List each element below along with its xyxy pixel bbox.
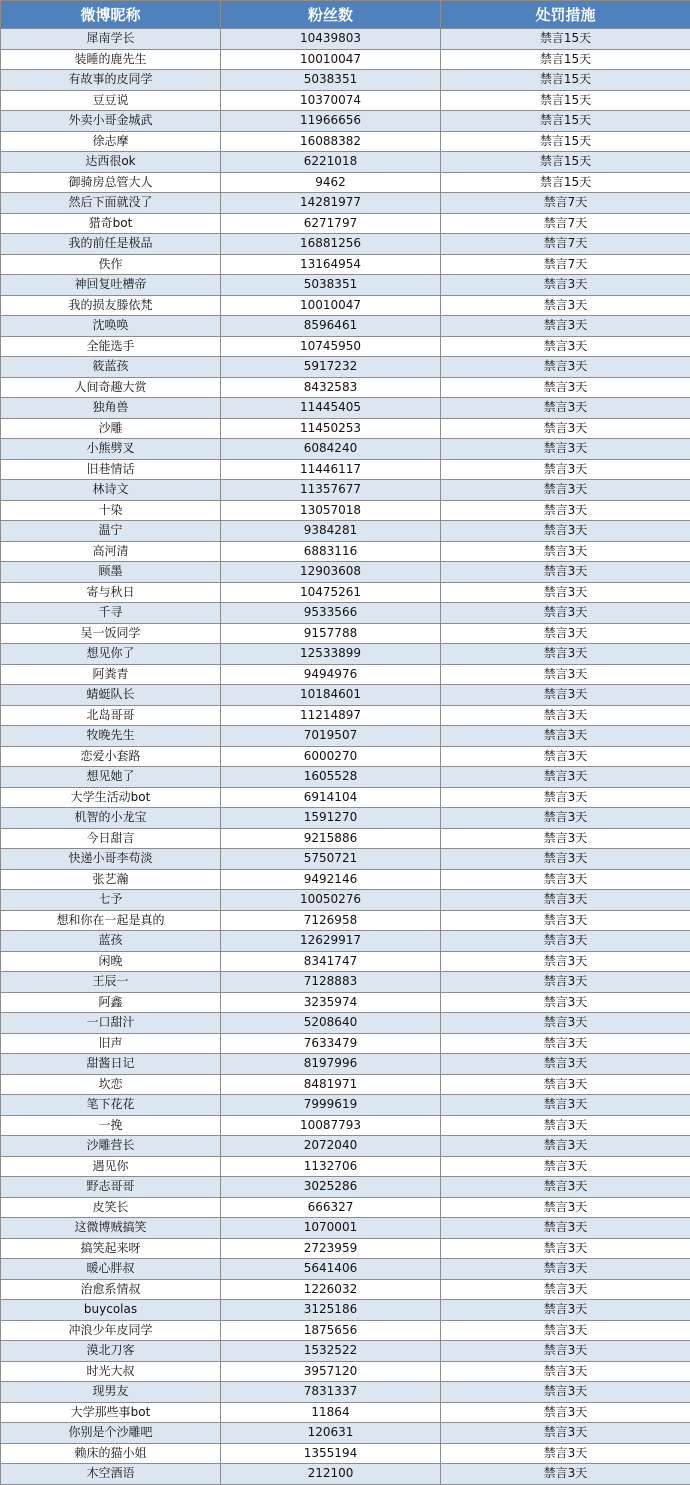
penalty-cell: 禁言3天 <box>441 521 690 542</box>
penalty-cell: 禁言3天 <box>441 992 690 1013</box>
table-row <box>1 849 690 870</box>
penalty-cell: 禁言3天 <box>441 459 690 480</box>
table-row <box>1 1279 690 1300</box>
table-row <box>1 644 690 665</box>
followers-cell: 1591270 <box>221 808 441 829</box>
nickname-cell: 全能选手 <box>1 336 221 357</box>
nickname-cell: 机智的小龙宝 <box>1 808 221 829</box>
table-row <box>1 746 690 767</box>
nickname-cell: 千寻 <box>1 603 221 624</box>
penalty-cell: 禁言3天 <box>441 808 690 829</box>
nickname-cell: 笔下花花 <box>1 1095 221 1116</box>
followers-cell: 11864 <box>221 1402 441 1423</box>
penalty-cell: 禁言3天 <box>441 316 690 337</box>
table-row <box>1 500 690 521</box>
followers-cell: 11214897 <box>221 705 441 726</box>
penalty-cell: 禁言3天 <box>441 664 690 685</box>
penalty-cell: 禁言3天 <box>441 705 690 726</box>
nickname-cell: 漠北刀客 <box>1 1341 221 1362</box>
table-row <box>1 869 690 890</box>
penalty-cell: 禁言3天 <box>441 1013 690 1034</box>
nickname-cell: 木空酒语 <box>1 1464 221 1485</box>
table-row <box>1 562 690 583</box>
table-row <box>1 931 690 952</box>
penalty-cell: 禁言3天 <box>441 1197 690 1218</box>
nickname-cell: 一挽 <box>1 1115 221 1136</box>
penalty-cell: 禁言3天 <box>441 1033 690 1054</box>
followers-cell: 10050276 <box>221 890 441 911</box>
penalty-cell: 禁言15天 <box>441 29 690 50</box>
followers-cell: 6084240 <box>221 439 441 460</box>
followers-cell: 8481971 <box>221 1074 441 1095</box>
table-row <box>1 808 690 829</box>
penalty-cell: 禁言7天 <box>441 193 690 214</box>
table-row <box>1 1238 690 1259</box>
nickname-cell: 顾墨 <box>1 562 221 583</box>
followers-cell: 9492146 <box>221 869 441 890</box>
penalty-cell: 禁言3天 <box>441 951 690 972</box>
table-row <box>1 49 690 70</box>
followers-cell: 11966656 <box>221 111 441 132</box>
table-row <box>1 1136 690 1157</box>
table-row <box>1 254 690 275</box>
table-row <box>1 398 690 419</box>
penalty-cell: 禁言3天 <box>441 562 690 583</box>
followers-cell: 3957120 <box>221 1361 441 1382</box>
penalty-cell: 禁言3天 <box>441 1218 690 1239</box>
nickname-cell: 闲晚 <box>1 951 221 972</box>
table-row <box>1 685 690 706</box>
penalty-cell: 禁言3天 <box>441 1136 690 1157</box>
table-row <box>1 1156 690 1177</box>
penalty-cell: 禁言3天 <box>441 418 690 439</box>
followers-cell: 13164954 <box>221 254 441 275</box>
nickname-cell: 大学生活动bot <box>1 787 221 808</box>
table-row <box>1 910 690 931</box>
penalty-cell: 禁言15天 <box>441 49 690 70</box>
followers-cell: 8596461 <box>221 316 441 337</box>
nickname-cell: 沈唤唤 <box>1 316 221 337</box>
table-row <box>1 1402 690 1423</box>
penalty-cell: 禁言3天 <box>441 767 690 788</box>
nickname-cell: 恋爱小套路 <box>1 746 221 767</box>
penalty-cell: 禁言3天 <box>441 1443 690 1464</box>
penalty-cell: 禁言15天 <box>441 152 690 173</box>
table-row <box>1 316 690 337</box>
penalty-cell: 禁言3天 <box>441 377 690 398</box>
table-row <box>1 295 690 316</box>
followers-cell: 11357677 <box>221 480 441 501</box>
table-row <box>1 1259 690 1280</box>
followers-cell: 10010047 <box>221 295 441 316</box>
nickname-cell: 寄与秋日 <box>1 582 221 603</box>
penalty-cell: 禁言3天 <box>441 1402 690 1423</box>
nickname-cell: 坎恋 <box>1 1074 221 1095</box>
table-row <box>1 1054 690 1075</box>
table-row <box>1 1095 690 1116</box>
followers-cell: 6883116 <box>221 541 441 562</box>
followers-cell: 1605528 <box>221 767 441 788</box>
nickname-cell: 你别是个沙雕吧 <box>1 1423 221 1444</box>
followers-cell: 120631 <box>221 1423 441 1444</box>
table-row <box>1 70 690 91</box>
followers-cell: 7831337 <box>221 1382 441 1403</box>
followers-cell: 5038351 <box>221 275 441 296</box>
followers-cell: 2723959 <box>221 1238 441 1259</box>
table-row <box>1 1197 690 1218</box>
nickname-cell: 现男友 <box>1 1382 221 1403</box>
penalty-cell: 禁言3天 <box>441 1464 690 1485</box>
column-header-penalty: 处罚措施 <box>441 1 690 29</box>
penalty-cell: 禁言3天 <box>441 398 690 419</box>
nickname-cell: 旧巷情话 <box>1 459 221 480</box>
penalty-cell: 禁言3天 <box>441 1156 690 1177</box>
table-row <box>1 521 690 542</box>
penalty-cell: 禁言3天 <box>441 541 690 562</box>
followers-cell: 3235974 <box>221 992 441 1013</box>
nickname-cell: 北岛哥哥 <box>1 705 221 726</box>
table-row <box>1 1074 690 1095</box>
followers-cell: 5917232 <box>221 357 441 378</box>
nickname-cell: 想和你在一起是真的 <box>1 910 221 931</box>
table-row <box>1 767 690 788</box>
nickname-cell: 时光大叔 <box>1 1361 221 1382</box>
followers-cell: 8432583 <box>221 377 441 398</box>
penalty-cell: 禁言3天 <box>441 1300 690 1321</box>
followers-cell: 5750721 <box>221 849 441 870</box>
nickname-cell: 高河清 <box>1 541 221 562</box>
table-row <box>1 664 690 685</box>
followers-cell: 8197996 <box>221 1054 441 1075</box>
nickname-cell: 治愈系情叔 <box>1 1279 221 1300</box>
table-row <box>1 1341 690 1362</box>
followers-cell: 12533899 <box>221 644 441 665</box>
penalty-cell: 禁言3天 <box>441 869 690 890</box>
table-row <box>1 1443 690 1464</box>
nickname-cell: 阿粪青 <box>1 664 221 685</box>
penalty-cell: 禁言3天 <box>441 1054 690 1075</box>
followers-cell: 10439803 <box>221 29 441 50</box>
nickname-cell: 独角兽 <box>1 398 221 419</box>
penalty-cell: 禁言3天 <box>441 623 690 644</box>
followers-cell: 1070001 <box>221 1218 441 1239</box>
penalty-cell: 禁言3天 <box>441 439 690 460</box>
table-row <box>1 582 690 603</box>
nickname-cell: 这微博贼搞笑 <box>1 1218 221 1239</box>
followers-cell: 5038351 <box>221 70 441 91</box>
penalty-cell: 禁言3天 <box>441 275 690 296</box>
table-row <box>1 131 690 152</box>
followers-cell: 9384281 <box>221 521 441 542</box>
nickname-cell: 赖床的猫小姐 <box>1 1443 221 1464</box>
nickname-cell: 沙雕 <box>1 418 221 439</box>
nickname-cell: 张艺瀚 <box>1 869 221 890</box>
table-row <box>1 972 690 993</box>
followers-cell: 666327 <box>221 1197 441 1218</box>
nickname-cell: buycolas <box>1 1300 221 1321</box>
nickname-cell: 豆豆说 <box>1 90 221 111</box>
followers-cell: 9533566 <box>221 603 441 624</box>
penalty-cell: 禁言15天 <box>441 111 690 132</box>
nickname-cell: 今日甜言 <box>1 828 221 849</box>
nickname-cell: 犀南学长 <box>1 29 221 50</box>
nickname-cell: 牧晚先生 <box>1 726 221 747</box>
nickname-cell: 冲浪少年皮同学 <box>1 1320 221 1341</box>
table-row <box>1 705 690 726</box>
nickname-cell: 我的前任是极品 <box>1 234 221 255</box>
nickname-cell: 蜻蜓队长 <box>1 685 221 706</box>
table-row <box>1 152 690 173</box>
followers-cell: 16881256 <box>221 234 441 255</box>
table-row <box>1 357 690 378</box>
penalty-cell: 禁言3天 <box>441 1423 690 1444</box>
penalty-cell: 禁言3天 <box>441 746 690 767</box>
nickname-cell: 十染 <box>1 500 221 521</box>
followers-cell: 6000270 <box>221 746 441 767</box>
penalty-cell: 禁言3天 <box>441 1238 690 1259</box>
followers-cell: 12903608 <box>221 562 441 583</box>
header-row <box>1 1 690 29</box>
penalty-cell: 禁言3天 <box>441 357 690 378</box>
followers-cell: 9157788 <box>221 623 441 644</box>
table-row <box>1 726 690 747</box>
followers-cell: 10745950 <box>221 336 441 357</box>
nickname-cell: 野志哥哥 <box>1 1177 221 1198</box>
penalty-cell: 禁言3天 <box>441 1320 690 1341</box>
table-row <box>1 1300 690 1321</box>
followers-cell: 7633479 <box>221 1033 441 1054</box>
column-header-followers: 粉丝数 <box>221 1 441 29</box>
nickname-cell: 王辰一 <box>1 972 221 993</box>
penalty-cell: 禁言3天 <box>441 828 690 849</box>
nickname-cell: 一口甜汁 <box>1 1013 221 1034</box>
penalty-cell: 禁言3天 <box>441 890 690 911</box>
table-row <box>1 1464 690 1485</box>
table-row <box>1 1423 690 1444</box>
followers-cell: 6221018 <box>221 152 441 173</box>
followers-cell: 11446117 <box>221 459 441 480</box>
table-row <box>1 1320 690 1341</box>
nickname-cell: 甜酱日记 <box>1 1054 221 1075</box>
penalty-cell: 禁言15天 <box>441 172 690 193</box>
penalty-cell: 禁言7天 <box>441 254 690 275</box>
table-row <box>1 603 690 624</box>
followers-cell: 6271797 <box>221 213 441 234</box>
followers-cell: 212100 <box>221 1464 441 1485</box>
table-row <box>1 459 690 480</box>
penalty-cell: 禁言3天 <box>441 685 690 706</box>
penalty-cell: 禁言7天 <box>441 213 690 234</box>
followers-cell: 10010047 <box>221 49 441 70</box>
followers-cell: 9462 <box>221 172 441 193</box>
nickname-cell: 御骑房总管大人 <box>1 172 221 193</box>
followers-cell: 1875656 <box>221 1320 441 1341</box>
nickname-cell: 搞笑起来呀 <box>1 1238 221 1259</box>
nickname-cell: 我的损友滕依梵 <box>1 295 221 316</box>
table-row <box>1 193 690 214</box>
followers-cell: 13057018 <box>221 500 441 521</box>
nickname-cell: 想见她了 <box>1 767 221 788</box>
penalty-cell: 禁言15天 <box>441 131 690 152</box>
followers-cell: 7126958 <box>221 910 441 931</box>
column-header-nickname: 微博昵称 <box>1 1 221 29</box>
penalty-cell: 禁言3天 <box>441 1177 690 1198</box>
table-row <box>1 992 690 1013</box>
nickname-cell: 遇见你 <box>1 1156 221 1177</box>
table-row <box>1 90 690 111</box>
table-row <box>1 234 690 255</box>
table-row <box>1 172 690 193</box>
penalty-cell: 禁言3天 <box>441 972 690 993</box>
nickname-cell: 达西很ok <box>1 152 221 173</box>
table-row <box>1 828 690 849</box>
nickname-cell: 小熊劈叉 <box>1 439 221 460</box>
table-row <box>1 1382 690 1403</box>
penalty-cell: 禁言15天 <box>441 70 690 91</box>
nickname-cell: 沙雕营长 <box>1 1136 221 1157</box>
followers-cell: 1532522 <box>221 1341 441 1362</box>
followers-cell: 7019507 <box>221 726 441 747</box>
penalty-cell: 禁言3天 <box>441 1115 690 1136</box>
penalty-cell: 禁言3天 <box>441 295 690 316</box>
followers-cell: 16088382 <box>221 131 441 152</box>
penalty-cell: 禁言3天 <box>441 726 690 747</box>
followers-cell: 10370074 <box>221 90 441 111</box>
table-row <box>1 541 690 562</box>
penalty-cell: 禁言3天 <box>441 910 690 931</box>
table-row <box>1 377 690 398</box>
penalty-cell: 禁言3天 <box>441 1259 690 1280</box>
nickname-cell: 筱蓝孩 <box>1 357 221 378</box>
nickname-cell: 七予 <box>1 890 221 911</box>
nickname-cell: 林诗文 <box>1 480 221 501</box>
table-row <box>1 111 690 132</box>
penalty-cell: 禁言3天 <box>441 787 690 808</box>
followers-cell: 7999619 <box>221 1095 441 1116</box>
nickname-cell: 吴一饭同学 <box>1 623 221 644</box>
followers-cell: 3125186 <box>221 1300 441 1321</box>
table-row <box>1 951 690 972</box>
nickname-cell: 阿鑫 <box>1 992 221 1013</box>
followers-cell: 10087793 <box>221 1115 441 1136</box>
followers-cell: 1132706 <box>221 1156 441 1177</box>
followers-cell: 6914104 <box>221 787 441 808</box>
followers-cell: 5641406 <box>221 1259 441 1280</box>
table-row <box>1 336 690 357</box>
penalty-cell: 禁言3天 <box>441 1279 690 1300</box>
table-row <box>1 1115 690 1136</box>
nickname-cell: 大学那些事bot <box>1 1402 221 1423</box>
penalty-cell: 禁言3天 <box>441 1074 690 1095</box>
penalty-cell: 禁言7天 <box>441 234 690 255</box>
followers-cell: 1355194 <box>221 1443 441 1464</box>
followers-cell: 5208640 <box>221 1013 441 1034</box>
nickname-cell: 蓝孩 <box>1 931 221 952</box>
table-row <box>1 275 690 296</box>
penalty-cell: 禁言3天 <box>441 500 690 521</box>
penalty-cell: 禁言3天 <box>441 1361 690 1382</box>
table-row <box>1 439 690 460</box>
nickname-cell: 温宁 <box>1 521 221 542</box>
nickname-cell: 皮笑长 <box>1 1197 221 1218</box>
followers-cell: 8341747 <box>221 951 441 972</box>
penalty-cell: 禁言3天 <box>441 1382 690 1403</box>
followers-cell: 10475261 <box>221 582 441 603</box>
followers-cell: 1226032 <box>221 1279 441 1300</box>
penalty-cell: 禁言3天 <box>441 931 690 952</box>
nickname-cell: 快递小哥李苟淡 <box>1 849 221 870</box>
table-row <box>1 418 690 439</box>
penalty-cell: 禁言3天 <box>441 480 690 501</box>
nickname-cell: 佚作 <box>1 254 221 275</box>
nickname-cell: 人间奇趣大赏 <box>1 377 221 398</box>
table-row <box>1 787 690 808</box>
nickname-cell: 暖心胖叔 <box>1 1259 221 1280</box>
table-row <box>1 1361 690 1382</box>
penalty-cell: 禁言3天 <box>441 1095 690 1116</box>
table-row <box>1 623 690 644</box>
nickname-cell: 外卖小哥金城武 <box>1 111 221 132</box>
followers-cell: 2072040 <box>221 1136 441 1157</box>
table-row <box>1 890 690 911</box>
nickname-cell: 猎奇bot <box>1 213 221 234</box>
nickname-cell: 有故事的皮同学 <box>1 70 221 91</box>
penalty-cell: 禁言3天 <box>441 582 690 603</box>
followers-cell: 12629917 <box>221 931 441 952</box>
penalty-cell: 禁言3天 <box>441 336 690 357</box>
followers-cell: 9494976 <box>221 664 441 685</box>
nickname-cell: 装睡的鹿先生 <box>1 49 221 70</box>
nickname-cell: 然后下面就没了 <box>1 193 221 214</box>
nickname-cell: 徐志摩 <box>1 131 221 152</box>
penalty-cell: 禁言15天 <box>441 90 690 111</box>
table-row <box>1 1013 690 1034</box>
followers-cell: 7128883 <box>221 972 441 993</box>
table-row <box>1 1033 690 1054</box>
penalty-cell: 禁言3天 <box>441 849 690 870</box>
followers-cell: 3025286 <box>221 1177 441 1198</box>
followers-cell: 10184601 <box>221 685 441 706</box>
penalty-cell: 禁言3天 <box>441 644 690 665</box>
penalty-cell: 禁言3天 <box>441 603 690 624</box>
penalty-cell: 禁言3天 <box>441 1341 690 1362</box>
nickname-cell: 旧声 <box>1 1033 221 1054</box>
table-row <box>1 1218 690 1239</box>
table-row <box>1 1177 690 1198</box>
followers-cell: 11445405 <box>221 398 441 419</box>
table-row <box>1 480 690 501</box>
followers-cell: 11450253 <box>221 418 441 439</box>
table-row <box>1 213 690 234</box>
nickname-cell: 神回复吐槽帝 <box>1 275 221 296</box>
followers-cell: 9215886 <box>221 828 441 849</box>
table-row <box>1 29 690 50</box>
nickname-cell: 想见你了 <box>1 644 221 665</box>
followers-cell: 14281977 <box>221 193 441 214</box>
